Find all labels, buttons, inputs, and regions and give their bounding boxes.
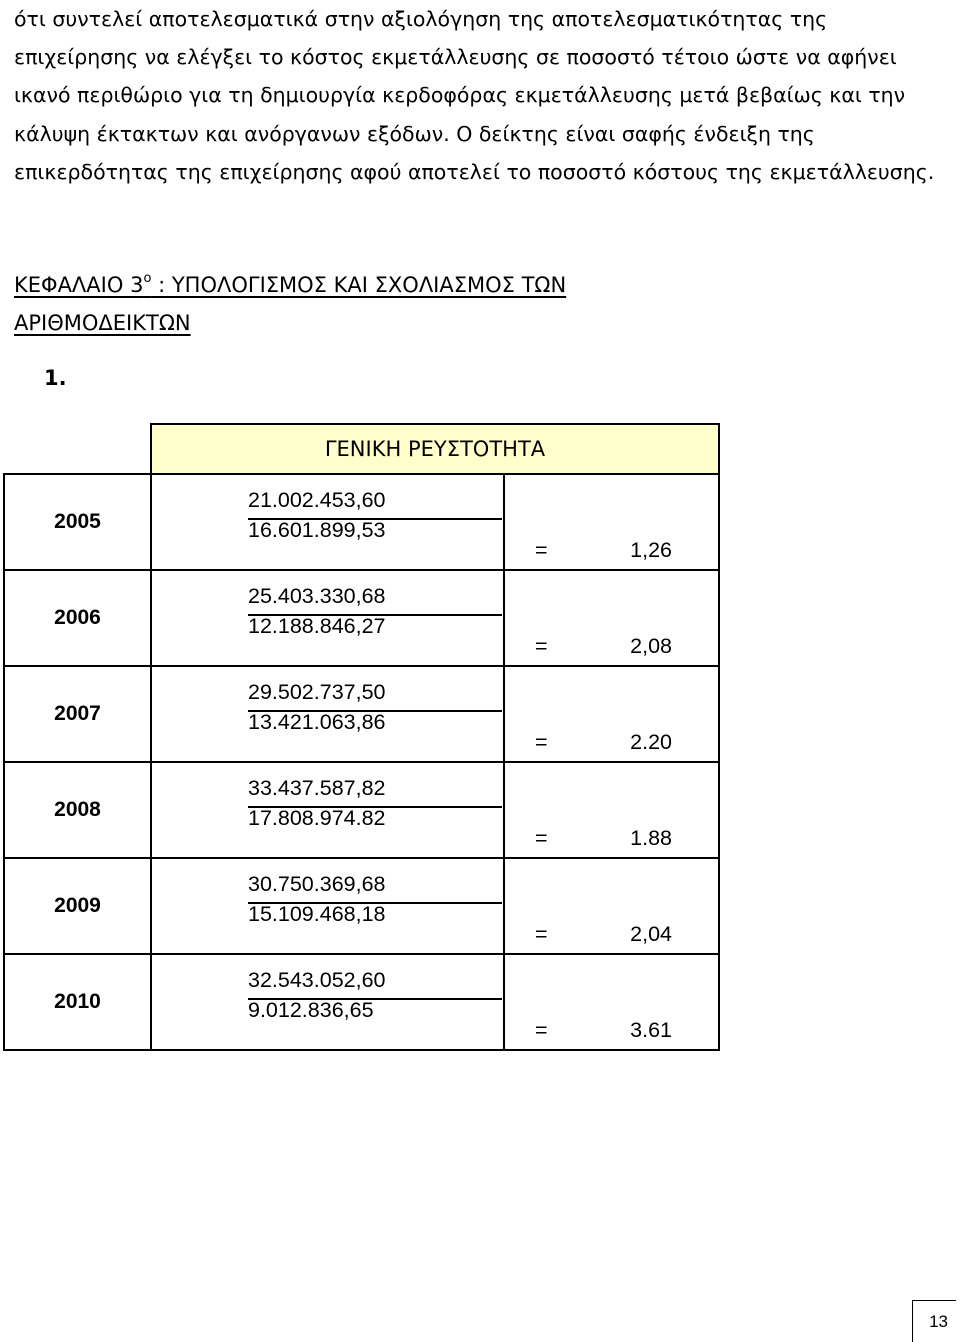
equals-sign: =: [535, 826, 548, 850]
result-cell: [504, 474, 719, 570]
fraction-cell: [151, 474, 504, 570]
year-label: 2005: [54, 510, 101, 533]
year-label: 2007: [54, 702, 101, 725]
table-row: [4, 570, 719, 666]
table-header: ΓΕΝΙΚΗ ΡΕΥΣΤΟΤΗΤΑ: [151, 424, 719, 474]
fraction-cell: [151, 858, 504, 954]
equals-sign: =: [535, 634, 548, 658]
chapter-heading: [14, 266, 954, 342]
result-cell: [504, 954, 719, 1050]
page-number: 13: [929, 1312, 948, 1331]
result-value: 1.88: [630, 826, 672, 850]
year-label: 2006: [54, 606, 101, 629]
result-cell: [504, 666, 719, 762]
year-label: 2010: [54, 990, 101, 1013]
liquidity-table: [3, 423, 720, 1051]
denominator: 13.421.063,86: [248, 710, 386, 734]
year-label: 2008: [54, 798, 101, 821]
header-empty-cell: [4, 424, 151, 474]
numerator: 32.543.052,60: [248, 968, 386, 992]
year-cell: [4, 954, 151, 1050]
year-label: 2009: [54, 894, 101, 917]
chapter-heading-line-1: [14, 266, 954, 304]
result-value: 1,26: [630, 538, 672, 562]
year-cell: [4, 474, 151, 570]
paragraph-line: ότι συντελεί αποτελεσματικά στην αξιολόγηση της αποτελεσματικότητας της: [14, 7, 828, 31]
result-value: 2,04: [630, 922, 672, 946]
page-number-border-left: [912, 1300, 913, 1342]
body-paragraph: [14, 0, 954, 191]
result-value: 2,08: [630, 634, 672, 658]
table-row: [4, 858, 719, 954]
result-cell: [504, 858, 719, 954]
table-row: [4, 666, 719, 762]
result-cell: [504, 762, 719, 858]
chapter-title-prefix: ΚΕΦΑΛΑΙΟ 3: [14, 273, 144, 297]
result-cell: [504, 570, 719, 666]
fraction-cell: [151, 570, 504, 666]
result-value: 2.20: [630, 730, 672, 754]
year-cell: [4, 762, 151, 858]
denominator: 17.808.974.82: [248, 806, 386, 830]
year-cell: [4, 570, 151, 666]
table-row: [4, 762, 719, 858]
item-number: 1.: [44, 366, 67, 390]
paragraph-line: επιχείρησης να ελέγξει το κόστος εκμετάλλευσης σε ποσοστό τέτοιο ώστε να αφήνει: [14, 45, 897, 70]
paragraph-line: επικερδότητας της επιχείρησης αφού αποτελεί το ποσοστό κόστους της εκμετάλλευσης.: [14, 159, 935, 184]
numerator: 25.403.330,68: [248, 584, 386, 608]
year-cell: [4, 858, 151, 954]
equals-sign: =: [535, 922, 548, 946]
equals-sign: =: [535, 538, 548, 562]
denominator: 16.601.899,53: [248, 518, 386, 542]
chapter-ordinal-sup: ο: [143, 271, 152, 286]
chapter-heading-line-2: ΑΡΙΘΜΟΔΕΙΚΤΩΝ: [14, 311, 191, 335]
paragraph-line: κάλυψη έκτακτων και ανόργανων εξόδων. Ο δείκτης είναι σαφής ένδειξη της: [14, 121, 815, 146]
fraction-cell: [151, 762, 504, 858]
equals-sign: =: [535, 730, 548, 754]
table-row: [4, 474, 719, 570]
denominator: 15.109.468,18: [248, 902, 386, 926]
denominator: 9.012.836,65: [248, 998, 374, 1022]
numerator: 30.750.369,68: [248, 872, 386, 896]
year-cell: [4, 666, 151, 762]
equals-sign: =: [535, 1018, 548, 1042]
numerator: 33.437.587,82: [248, 776, 386, 800]
paragraph-line: ικανό περιθώριο για τη δημιουργία κερδοφόρας εκμετάλλευσης μετά βεβαίως και την: [14, 83, 906, 108]
page-number-border-top: [912, 1300, 956, 1301]
table-row: [4, 954, 719, 1050]
result-value: 3.61: [630, 1018, 672, 1042]
table-header-row: [4, 424, 719, 474]
numerator: 29.502.737,50: [248, 680, 386, 704]
fraction-cell: [151, 666, 504, 762]
chapter-title-suffix: : ΥΠΟΛΟΓΙΣΜΟΣ ΚΑΙ ΣΧΟΛΙΑΣΜΟΣ ΤΩΝ: [151, 273, 567, 297]
numerator: 21.002.453,60: [248, 488, 386, 512]
fraction-cell: [151, 954, 504, 1050]
denominator: 12.188.846,27: [248, 614, 386, 638]
